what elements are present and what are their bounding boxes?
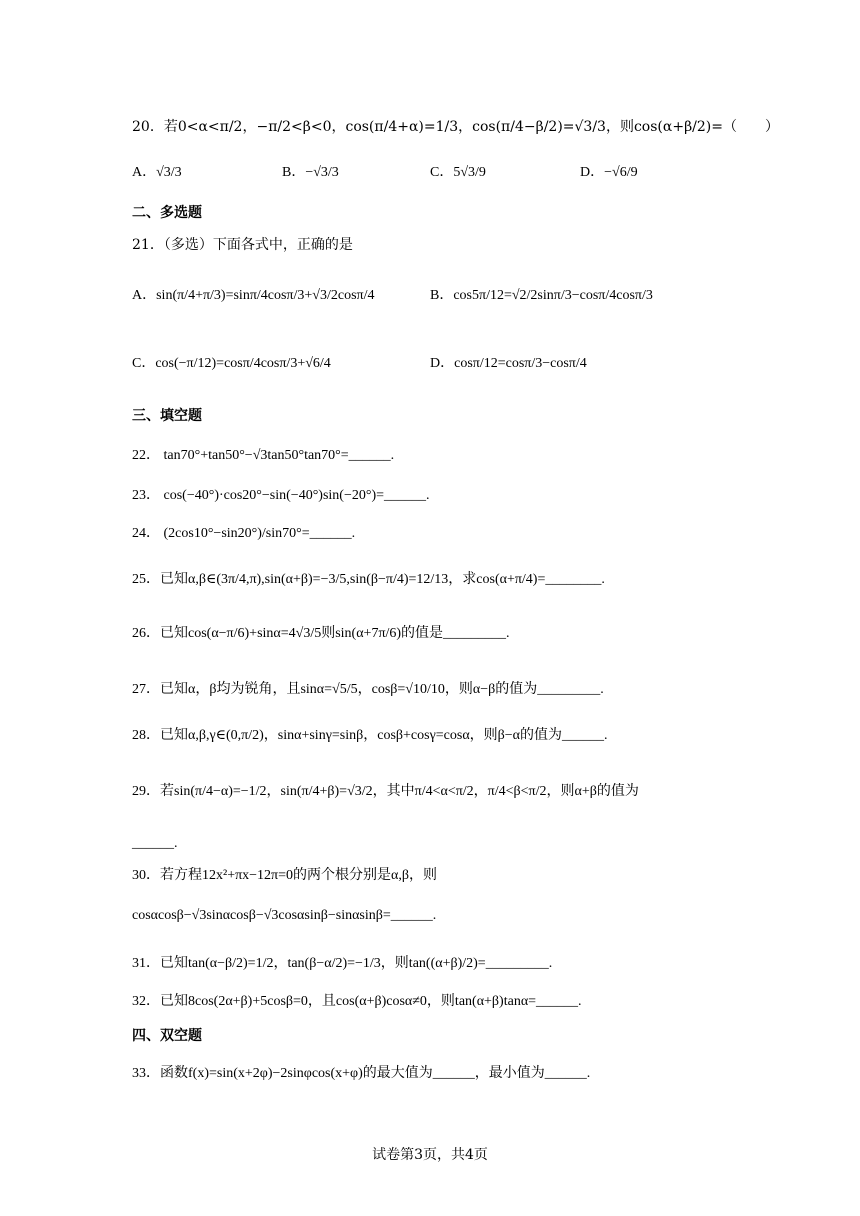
question-21: 21．（多选）下面各式中，正确的是: [132, 237, 353, 253]
question-33: 33．函数f(x)=sin(x+2φ)−2sinφcos(x+φ)的最大值为______，最小值为______.: [132, 1066, 591, 1081]
q21-option-c: C．cos(−π/12)=cosπ/4cosπ/3+√6/4: [132, 356, 331, 371]
q21-option-a: A．sin(π/4+π/3)=sinπ/4cosπ/3+√3/2cosπ/4: [132, 288, 375, 303]
question-26: 26．已知cos(α−π/6)+sinα=4√3/5则sin(α+7π/6)的值是_________.: [132, 626, 510, 641]
question-30-expression: cosαcosβ−√3sinαcosβ−√3cosαsinβ−sinαsinβ=______.: [132, 908, 437, 923]
q20-option-d: D．−√6/9: [580, 165, 638, 180]
question-24: 24． (2cos10°−sin20°)/sin70°=______.: [132, 526, 356, 541]
question-32: 32．已知8cos(2α+β)+5cosβ=0，且cos(α+β)cosα≠0，则tan(α+β)tanα=______.: [132, 994, 582, 1009]
question-28: 28．已知α,β,γ∈(0,π/2)，sinα+sinγ=sinβ，cosβ+cosγ=cosα，则β−α的值为______.: [132, 728, 608, 743]
question-31: 31．已知tan(α−β/2)=1/2，tan(β−α/2)=−1/3，则tan((α+β)/2)=_________.: [132, 956, 553, 971]
question-30: 30．若方程12x²+πx−12π=0的两个根分别是α,β，则: [132, 868, 437, 883]
q20-option-a: A．√3/3: [132, 165, 182, 180]
section-fill-blank: 三、填空题: [132, 408, 202, 424]
question-20: 20．若0<α<π/2，−π/2<β<0，cos(π/4+α)=1/3，cos(π/4−β/2)=√3/3，则cos(α+β/2)=（ ）: [132, 119, 779, 135]
q20-option-b: B．−√3/3: [282, 165, 339, 180]
q21-option-d: D．cosπ/12=cosπ/3−cosπ/4: [430, 356, 587, 371]
question-29-blank: ______.: [132, 836, 178, 851]
question-23: 23． cos(−40°)·cos20°−sin(−40°)sin(−20°)=______.: [132, 488, 430, 503]
section-multi-choice: 二、多选题: [132, 205, 202, 221]
section-double-blank: 四、双空题: [132, 1028, 202, 1044]
q20-option-c: C．5√3/9: [430, 165, 486, 180]
question-27: 27．已知α，β均为锐角，且sinα=√5/5，cosβ=√10/10，则α−β的值为_________.: [132, 682, 604, 697]
question-25: 25．已知α,β∈(3π/4,π),sin(α+β)=−3/5,sin(β−π/4)=12/13，求cos(α+π/4)=________.: [132, 572, 605, 587]
question-29: 29．若sin(π/4−α)=−1/2，sin(π/4+β)=√3/2，其中π/4<α<π/2，π/4<β<π/2，则α+β的值为: [132, 784, 639, 799]
question-22: 22． tan70°+tan50°−√3tan50°tan70°=______.: [132, 448, 395, 463]
q21-option-b: B．cos5π/12=√2/2sinπ/3−cosπ/4cosπ/3: [430, 288, 653, 303]
page-footer: 试卷第3页，共4页: [372, 1147, 488, 1163]
